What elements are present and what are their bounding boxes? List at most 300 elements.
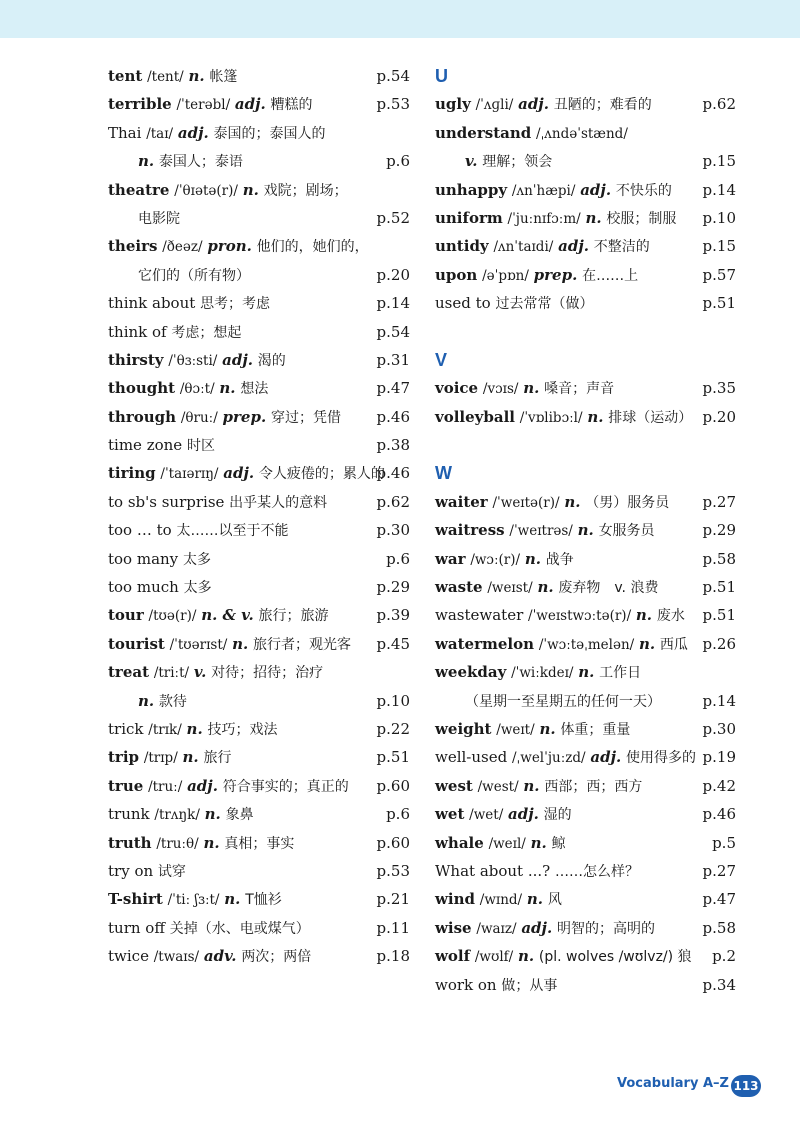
left-column: [108, 62, 410, 971]
headword: tent: [108, 67, 143, 85]
phrase: twice: [108, 947, 149, 966]
page-ref: p.51: [702, 294, 736, 313]
translation: 废水: [656, 608, 685, 625]
page-ref: p.46: [376, 464, 410, 483]
translation: 在……上: [582, 267, 639, 284]
headword: upon: [435, 265, 478, 284]
phrase: think of: [108, 322, 167, 341]
part-of-speech: n.: [219, 379, 236, 398]
page-ref: p.26: [702, 634, 736, 653]
page-ref: p.22: [376, 719, 410, 738]
entry-text: [108, 885, 282, 914]
phonetic: /wɪnd/: [479, 892, 523, 909]
vocab-entry: [108, 743, 410, 771]
vocab-entry: [435, 658, 736, 686]
vocab-entry: [435, 971, 736, 999]
headword: wolf: [435, 947, 471, 966]
part-of-speech: adj.: [518, 95, 549, 114]
translation: 丑陋的；难看的: [553, 97, 652, 114]
part-of-speech: adj.: [558, 237, 589, 256]
vocab-entry: [108, 715, 410, 743]
entry-text: [108, 62, 237, 91]
headword: thirsty: [108, 350, 164, 369]
translation: 电影院: [138, 210, 180, 227]
headword: uniform: [435, 208, 503, 227]
entry-text: [435, 516, 655, 545]
entry-text: [108, 431, 215, 460]
page-ref: p.29: [702, 521, 736, 540]
vocab-entry: [108, 857, 410, 885]
headword: T-shirt: [108, 890, 163, 909]
entry-text: [108, 516, 288, 545]
vocab-entry: [435, 289, 736, 317]
entry-text: [435, 829, 566, 858]
translation: 工作日: [599, 665, 642, 682]
entry-text: [108, 232, 369, 261]
headword: waste: [435, 578, 483, 597]
headword: wind: [435, 890, 476, 909]
part-of-speech: n.: [203, 833, 220, 852]
part-of-speech: adj.: [187, 776, 218, 795]
translation: （男）服务员: [585, 494, 670, 511]
translation: 女服务员: [598, 523, 655, 540]
part-of-speech: n.: [523, 776, 540, 795]
entry-text: [435, 545, 574, 574]
phonetic: /ˈtiː ʃɜːt/: [167, 892, 220, 909]
translation: 排球（运动）: [608, 409, 693, 426]
phonetic: /ʌnˈhæpi/: [511, 182, 576, 199]
part-of-speech: n.: [242, 180, 259, 199]
phonetic: /truːθ/: [156, 835, 199, 852]
phonetic: /ˌʌndəˈstænd/: [536, 125, 628, 142]
phonetic: /ˈjuːnɪfɔːm/: [507, 210, 581, 227]
part-of-speech: n.: [524, 549, 541, 568]
phonetic: /ˈweɪstwɔːtə(r)/: [528, 608, 632, 625]
phonetic: /ʌnˈtaɪdi/: [493, 239, 554, 256]
section-letter: U: [435, 66, 448, 86]
phrase: too many: [108, 549, 179, 568]
phonetic: /triːt/: [153, 665, 190, 682]
part-of-speech: prep.: [533, 265, 578, 284]
part-of-speech: n.: [138, 691, 155, 710]
page-ref: p.15: [702, 152, 736, 171]
entry-text: [435, 204, 676, 233]
vocab-entry: [108, 204, 410, 232]
entry-text: [108, 743, 231, 772]
part-of-speech: v.: [465, 152, 478, 171]
translation: 它们的（所有物）: [138, 267, 250, 284]
part-of-speech: adj.: [521, 918, 553, 937]
part-of-speech: prep.: [222, 407, 267, 426]
page-ref: p.52: [376, 208, 410, 227]
translation: 令人疲倦的；累人的: [258, 466, 385, 483]
vocab-entry: [435, 261, 736, 289]
phrase: What about ...?: [435, 861, 551, 880]
vocab-entry: [108, 488, 410, 516]
phonetic: /taɪ/: [146, 125, 174, 142]
entry-text: [435, 147, 552, 176]
entry-text: [435, 687, 661, 716]
phonetic: /ˈθɪətə(r)/: [174, 182, 238, 199]
vocab-entry: [435, 942, 736, 970]
part-of-speech: n.: [526, 890, 544, 909]
vocab-entry: [435, 857, 736, 885]
part-of-speech: n.: [539, 719, 556, 738]
headword: volleyball: [435, 407, 515, 426]
entry-text: [108, 772, 349, 801]
phonetic: /truː/: [148, 778, 183, 795]
translation: 太多: [182, 551, 211, 568]
part-of-speech: n.: [204, 805, 221, 824]
entry-text: [435, 289, 593, 318]
part-of-speech: v.: [193, 663, 207, 682]
phonetic: /trʌŋk/: [154, 807, 200, 824]
vocab-entry: [435, 232, 736, 260]
phonetic: /θruː/: [180, 409, 218, 426]
entry-text: [435, 743, 696, 772]
headword: waitress: [435, 521, 505, 540]
translation: 不整洁的: [593, 239, 650, 256]
page-ref: p.45: [376, 634, 410, 653]
phonetic: /ˈwiːkdeɪ/: [511, 665, 574, 682]
translation: 泰国人；泰语: [158, 154, 243, 171]
vocab-entry: [435, 488, 736, 516]
phonetic: /əˈpɒn/: [482, 267, 529, 284]
translation: 泰国的；泰国人的: [213, 125, 326, 142]
phrase: too … to: [108, 521, 172, 540]
phonetic: /wʊlf/: [474, 949, 514, 966]
translation: ……怎么样？: [554, 863, 639, 880]
translation: 糟糕的: [270, 97, 313, 114]
right-column: [435, 62, 736, 999]
phrase: turn off: [108, 918, 165, 937]
vocab-entry: [435, 147, 736, 175]
vocab-entry: [435, 119, 736, 147]
entry-text: [435, 488, 669, 517]
translation: 太……以至于不能: [176, 523, 289, 540]
translation: 理解；领会: [482, 154, 553, 171]
phrase: trick: [108, 719, 144, 738]
translation: 真相；事实: [224, 835, 295, 852]
vocab-entry: [108, 232, 410, 260]
phrase: work on: [435, 975, 497, 994]
phonetic: /tent/: [147, 69, 184, 85]
page-ref: p.42: [702, 776, 736, 795]
part-of-speech: n.: [638, 634, 656, 653]
vocab-entry: [435, 885, 736, 913]
phonetic: /weɪl/: [488, 835, 526, 852]
vocab-entry: [435, 914, 736, 942]
translation: 鲸: [551, 835, 566, 852]
translation: 明智的；高明的: [556, 920, 655, 937]
entry-text: [435, 772, 642, 801]
entry-text: [108, 488, 327, 517]
headword: weekday: [435, 663, 507, 682]
part-of-speech: n. & v.: [201, 606, 254, 625]
entry-text: [108, 800, 254, 829]
translation: 体重；重量: [560, 721, 631, 738]
page-ref: p.47: [376, 379, 410, 398]
vocab-entry: [108, 630, 410, 658]
entry-text: [108, 857, 186, 886]
vocab-entry: [108, 459, 410, 487]
entry-text: [435, 374, 614, 403]
vocab-entry: [435, 516, 736, 544]
entry-text: [108, 914, 310, 943]
vocab-entry: [435, 829, 736, 857]
part-of-speech: n.: [564, 492, 581, 511]
vocab-entry: [108, 318, 410, 346]
page-ref: p.10: [376, 691, 410, 710]
translation: 思考；考虑: [200, 296, 271, 313]
phonetic: /west/: [477, 778, 519, 795]
headword: trip: [108, 748, 140, 767]
entry-text: [108, 90, 313, 119]
page-ref: p.58: [702, 549, 736, 568]
part-of-speech: adj.: [223, 464, 255, 483]
page-ref: p.14: [376, 294, 410, 313]
vocab-entry: [108, 176, 410, 204]
phonetic: /ˈθɜːsti/: [168, 352, 218, 369]
page-ref: p.20: [376, 265, 410, 284]
page-ref: p.60: [376, 776, 410, 795]
page-ref: p.29: [376, 578, 410, 597]
headword: thought: [108, 379, 176, 398]
translation: 戏院；剧场；: [263, 182, 348, 199]
translation: （星期一至星期五的任何一天）: [465, 693, 661, 710]
vocab-entry: [435, 687, 736, 715]
page-ref: p.54: [376, 322, 410, 341]
vocab-entry: [108, 62, 410, 90]
phonetic: /θɔːt/: [179, 381, 215, 398]
phrase: too much: [108, 578, 179, 597]
vocab-entry: [108, 403, 410, 431]
entry-text: [435, 630, 688, 659]
page-ref: p.27: [702, 861, 736, 880]
translation: (pl. wolves /wʊlvz/) 狼: [538, 949, 692, 966]
vocab-entry: [108, 346, 410, 374]
phrase: to sb's surprise: [108, 492, 225, 511]
translation: 废弃物 v. 浪费: [558, 580, 659, 597]
page-ref: p.6: [386, 152, 410, 171]
vocab-entry: [108, 601, 410, 629]
entry-text: [435, 90, 652, 119]
translation: 渴的: [257, 352, 286, 369]
part-of-speech: n.: [517, 947, 535, 966]
vocab-entry: [108, 374, 410, 402]
headword: whale: [435, 833, 484, 852]
page-ref: p.53: [376, 861, 410, 880]
part-of-speech: adj.: [508, 805, 539, 824]
page-ref: p.51: [702, 578, 736, 597]
phonetic: /twaɪs/: [153, 949, 200, 966]
phrase: well-used: [435, 748, 508, 767]
entry-text: [108, 147, 243, 176]
entry-text: [435, 857, 639, 886]
vocab-entry: [435, 573, 736, 601]
entry-text: [108, 601, 329, 630]
translation: T恤衫: [245, 892, 282, 909]
phonetic: /waɪz/: [476, 920, 517, 937]
phonetic: /ˈterəbl/: [176, 97, 231, 114]
entry-text: [108, 942, 311, 971]
vocab-entry: [435, 800, 736, 828]
vocab-entry: [435, 374, 736, 402]
vocab-entry: [435, 772, 736, 800]
vocab-entry: [108, 829, 410, 857]
headword: theirs: [108, 237, 158, 256]
page-ref: p.20: [702, 407, 736, 426]
page-ref: p.31: [376, 350, 410, 369]
page-ref: p.2: [712, 947, 736, 966]
section-letter: V: [435, 349, 448, 370]
phonetic: /ˈweɪtrəs/: [509, 523, 573, 540]
translation: 想法: [240, 381, 269, 398]
translation: 战争: [545, 551, 574, 568]
entry-text: [108, 176, 348, 205]
page-ref: p.46: [702, 805, 736, 824]
vocab-entry: [435, 204, 736, 232]
vocab-entry: [435, 176, 736, 204]
phrase: wastewater: [435, 606, 524, 625]
phonetic: /wɔː(r)/: [470, 551, 521, 568]
page-ref: p.6: [386, 805, 410, 824]
headword: treat: [108, 663, 150, 682]
entry-text: [108, 459, 385, 488]
headword: wise: [435, 918, 472, 937]
page-ref: p.19: [702, 748, 736, 767]
translation: 试穿: [157, 863, 186, 880]
entry-text: [435, 573, 658, 602]
phonetic: /vɔɪs/: [482, 381, 519, 398]
part-of-speech: adj.: [177, 123, 209, 142]
phrase: try on: [108, 861, 154, 880]
page-ref: p.62: [376, 492, 410, 511]
vocab-entry: [108, 772, 410, 800]
translation: 穿过；凭借: [270, 409, 341, 426]
vocab-entry: [108, 545, 410, 573]
headword: wet: [435, 805, 465, 824]
phrase: trunk: [108, 805, 150, 824]
translation: 校服；制服: [606, 210, 677, 227]
translation: 湿的: [543, 807, 572, 824]
page-ref: p.21: [376, 890, 410, 909]
translation: 嗓音；声音: [544, 381, 615, 398]
phrase: Thai: [108, 123, 142, 142]
header-band: [0, 0, 800, 38]
headword: theatre: [108, 180, 170, 199]
part-of-speech: n.: [523, 379, 540, 398]
entry-text: [108, 630, 351, 659]
part-of-speech: n.: [585, 208, 602, 227]
vocab-entry: [435, 545, 736, 573]
part-of-speech: n.: [587, 407, 604, 426]
page-ref: p.30: [702, 719, 736, 738]
vocab-entry: [435, 743, 736, 771]
entry-text: [435, 715, 630, 744]
headword: understand: [435, 123, 532, 142]
page-ref: p.62: [702, 95, 736, 114]
headword: ugly: [435, 95, 471, 114]
translation: 旅行: [203, 750, 232, 767]
part-of-speech: n.: [182, 748, 199, 767]
headword: tiring: [108, 464, 156, 483]
vocab-entry: [435, 715, 736, 743]
translation: 出乎某人的意料: [229, 494, 328, 511]
part-of-speech: n.: [186, 719, 203, 738]
entry-text: [108, 289, 270, 318]
part-of-speech: pron.: [207, 237, 252, 256]
vocab-entry: [435, 403, 736, 431]
entry-text: [435, 119, 628, 148]
vocab-entry: [108, 431, 410, 459]
part-of-speech: adj.: [222, 350, 253, 369]
part-of-speech: adj.: [234, 95, 266, 114]
translation: 时区: [186, 438, 215, 455]
phrase: think about: [108, 294, 196, 313]
section-letter: W: [435, 463, 452, 484]
translation: 帐篷: [209, 69, 238, 85]
entry-text: [435, 800, 572, 829]
page-ref: p.51: [702, 606, 736, 625]
page-ref: p.14: [702, 691, 736, 710]
translation: 不快乐的: [615, 182, 672, 199]
page-ref: p.10: [702, 208, 736, 227]
section-gap: [435, 431, 736, 459]
headword: truth: [108, 833, 152, 852]
entry-text: [435, 176, 672, 205]
part-of-speech: adv.: [203, 947, 237, 966]
phonetic: /weɪst/: [487, 580, 533, 597]
phrase: time zone: [108, 436, 183, 455]
phonetic: /ˈʌɡli/: [475, 97, 514, 114]
phonetic: /ˌwelˈjuːzd/: [512, 750, 586, 767]
phrase: used to: [435, 294, 491, 313]
vocab-entry: [108, 516, 410, 544]
phonetic: /ðeəz/: [162, 239, 203, 256]
page-ref: p.57: [702, 265, 736, 284]
page-ref: p.39: [376, 606, 410, 625]
entry-text: [108, 374, 268, 403]
headword: west: [435, 776, 473, 795]
vocab-entry: [108, 942, 410, 970]
translation: 关掉（水、电或煤气）: [169, 920, 310, 937]
translation: 象鼻: [225, 807, 254, 824]
headword: true: [108, 776, 144, 795]
page-ref: p.34: [702, 975, 736, 994]
translation: 过去常常（做）: [495, 296, 594, 313]
phonetic: /trɪk/: [148, 721, 182, 738]
part-of-speech: n.: [577, 521, 594, 540]
vocab-entry: [435, 601, 736, 629]
vocab-entry: [108, 289, 410, 317]
headword: unhappy: [435, 180, 508, 199]
page-ref: p.60: [376, 833, 410, 852]
part-of-speech: adj.: [590, 748, 622, 767]
phonetic: /ˈweɪtə(r)/: [492, 494, 560, 511]
entry-text: [108, 119, 326, 148]
phonetic: /wet/: [469, 807, 504, 824]
vocab-entry: [435, 630, 736, 658]
part-of-speech: n.: [537, 578, 554, 597]
page-ref: p.58: [702, 918, 736, 937]
page-ref: p.38: [376, 436, 410, 455]
section-label: Vocabulary A–Z: [617, 1076, 729, 1091]
translation: 旅行者；观光客: [253, 636, 352, 653]
translation: 太多: [183, 580, 212, 597]
headword: war: [435, 549, 466, 568]
entry-text: [108, 829, 294, 858]
